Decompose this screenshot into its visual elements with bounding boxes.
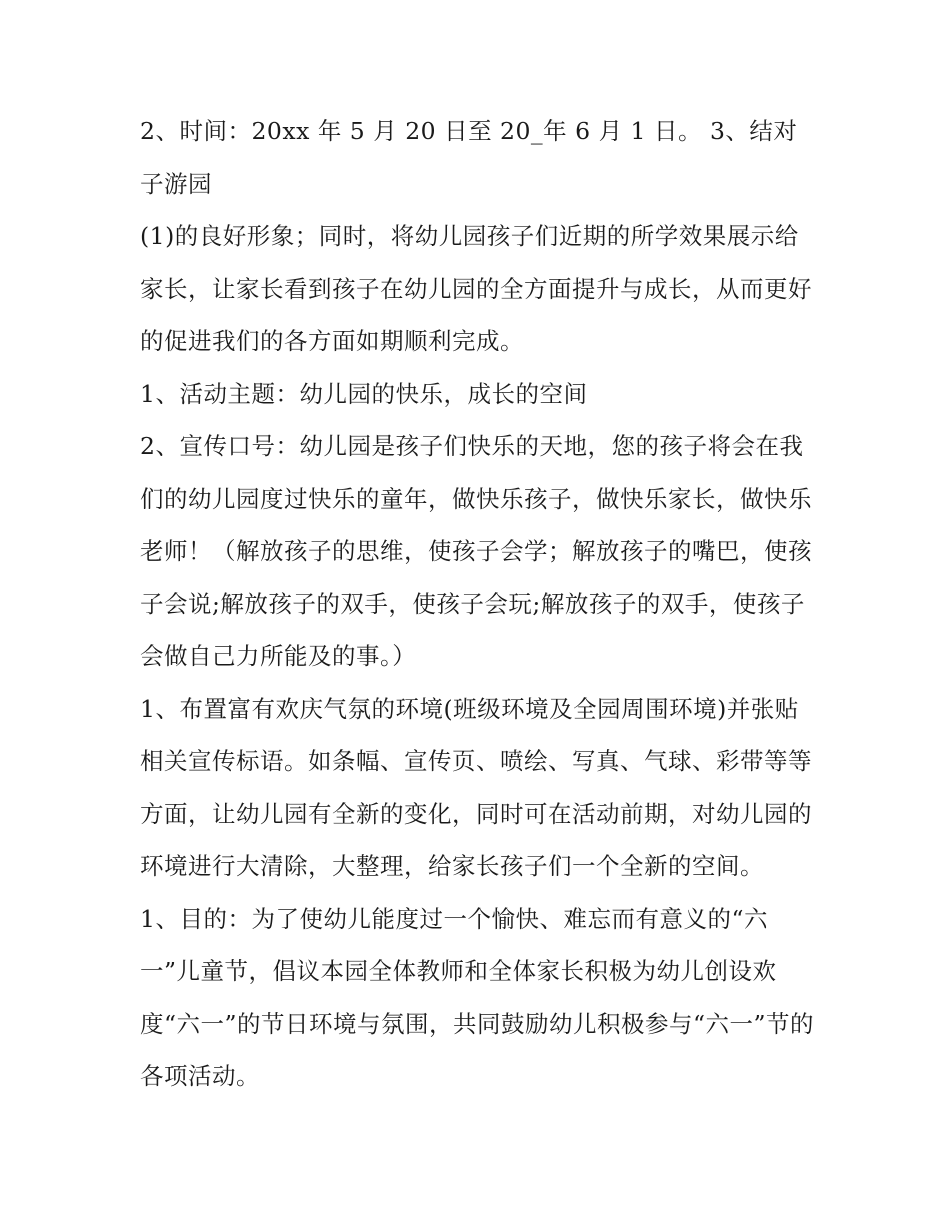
paragraph-purpose: 1、目的：为了使幼儿能度过一个愉快、难忘而有意义的“六一”儿童节，倡议本园全体教师和全体家长积极为幼儿创设欢度“六一”的节日环境与氛围，共同鼓励幼儿积极参与“六一”节的各项活动。	[140, 904, 815, 1090]
paragraph-theme: 1、活动主题：幼儿园的快乐，成长的空间	[140, 379, 588, 408]
paragraph-image-goal: (1)的良好形象；同时，将幼儿园孩子们近期的所学效果展示给家长，让家长看到孩子在幼儿园的全方面提升与成长，从而更好的促进我们的各方面如期顺利完成。	[140, 222, 812, 355]
paragraph-environment: 1、布置富有欢庆气氛的环境(班级环境及全园周围环境)并张贴相关宣传标语。如条幅、宣传页、喷绘、写真、气球、彩带等等方面，让幼儿园有全新的变化，同时可在活动前期，对幼儿园的环境进行大清除，大整理，给家长孩子们一个全新的空间。	[140, 694, 812, 880]
paragraph-schedule: 2、时间：20xx 年 5 月 20 日至 20_年 6 月 1 日。 3、结对子游园	[140, 117, 798, 198]
document-body	[140, 105, 820, 1103]
paragraph-slogan: 2、宣传口号：幼儿园是孩子们快乐的天地，您的孩子将会在我们的幼儿园度过快乐的童年，做快乐孩子，做快乐家长，做快乐老师！（解放孩子的思维，使孩子会学；解放孩子的嘴巴，使孩子会说;解放孩子的双手，使孩子会玩;解放孩子的双手，使孩子会做自己力所能及的事。）	[140, 432, 812, 670]
